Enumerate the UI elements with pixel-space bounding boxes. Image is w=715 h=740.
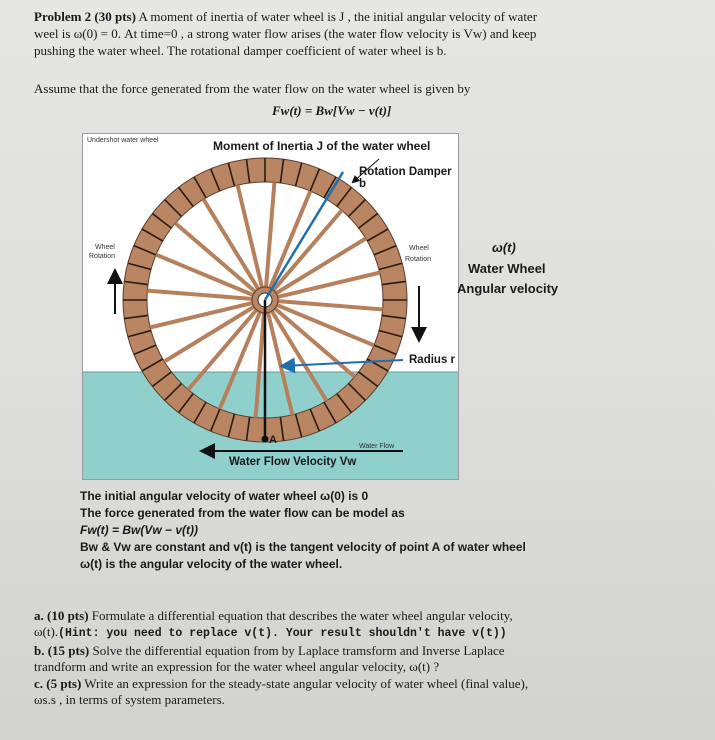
wheel-rotation-left-1: Wheel bbox=[95, 244, 115, 251]
question-c bbox=[34, 676, 694, 708]
wheel-rotation-right-1: Wheel bbox=[409, 245, 429, 252]
description-line4: Bw & Vw are constant and v(t) is the tangent velocity of point A of water wheel bbox=[80, 540, 526, 554]
water-flow-label: Water Flow Velocity Vw bbox=[229, 456, 357, 468]
question-b-line2: trandform and write an expression for the water wheel angular velocity, ω(t) ? bbox=[34, 659, 440, 674]
question-c-text: Write an expression for the steady-state angular velocity of water wheel (final value), bbox=[81, 676, 529, 691]
water-wheel-figure bbox=[82, 133, 459, 480]
wheel-rotation-left-2: Rotation bbox=[89, 253, 116, 260]
problem-heading: Problem 2 (30 pts) bbox=[34, 9, 136, 24]
point-a-label: A bbox=[269, 434, 277, 446]
description-line1: The initial angular velocity of water wheel ω(0) is 0 bbox=[80, 489, 369, 503]
water-flow-small: Water Flow bbox=[359, 443, 395, 450]
moment-label: Moment of Inertia J of the water wheel bbox=[213, 139, 431, 153]
question-a-hint: (Hint: you need to replace v(t). Your result shouldn't have v(t)) bbox=[58, 627, 507, 640]
assumption-text: Assume that the force generated from the water flow on the water wheel is given by bbox=[34, 81, 471, 96]
question-a-prefix: a. (10 pts) bbox=[34, 608, 89, 623]
damper-label: Rotation Damper b bbox=[359, 166, 452, 190]
wheel-spoke bbox=[277, 301, 383, 309]
description-line3: Fw(t) = Bw(Vw − v(t)) bbox=[80, 523, 198, 537]
problem-line1: A moment of inertia of water wheel is J , the initial angular velocity of water bbox=[135, 9, 538, 24]
wheel-spoke bbox=[273, 210, 342, 291]
question-a-text: Formulate a differential equation that describes the water wheel angular velocity, bbox=[88, 608, 513, 623]
wheel-spoke bbox=[266, 182, 274, 288]
wheel-spoke bbox=[147, 291, 253, 299]
wheel-spoke bbox=[175, 223, 256, 292]
question-b-text: Solve the differential equation from by Laplace tramsform and Inverse Laplace bbox=[89, 643, 505, 658]
force-equation: Fw(t) = Bw[Vw − v(t)] bbox=[272, 103, 392, 118]
description-line5: ω(t) is the angular velocity of the water wheel. bbox=[80, 557, 343, 571]
question-a-omega: ω(t). bbox=[34, 624, 59, 639]
problem-line2: weel is ω(0) = 0. At time=0 , a strong water flow arises (the water flow velocity is Vw) and keep bbox=[34, 26, 537, 41]
angular-velocity-label: Angular velocity bbox=[457, 281, 559, 296]
question-c-prefix: c. (5 pts) bbox=[34, 676, 82, 691]
question-b-prefix: b. (15 pts) bbox=[34, 643, 90, 658]
radius-label: Radius r bbox=[409, 354, 456, 366]
water-wheel-label: Water Wheel bbox=[468, 261, 546, 276]
description-line2: The force generated from the water flow can be model as bbox=[80, 506, 405, 520]
question-b bbox=[34, 643, 694, 675]
problem-intro bbox=[34, 8, 684, 59]
question-c-line2: ωs.s , in terms of system parameters. bbox=[34, 692, 225, 707]
figure-title-small: Undershot water wheel bbox=[87, 137, 159, 144]
wheel-rotation-right-2: Rotation bbox=[405, 256, 432, 263]
description-block bbox=[80, 488, 680, 573]
problem-line3: pushing the water wheel. The rotational damper coefficient of water wheel is b. bbox=[34, 43, 447, 58]
questions-block bbox=[34, 608, 694, 709]
question-a bbox=[34, 608, 694, 642]
point-a-dot bbox=[262, 436, 269, 443]
omega-label: ω(t) bbox=[492, 240, 516, 255]
damper-pointer bbox=[265, 172, 343, 300]
